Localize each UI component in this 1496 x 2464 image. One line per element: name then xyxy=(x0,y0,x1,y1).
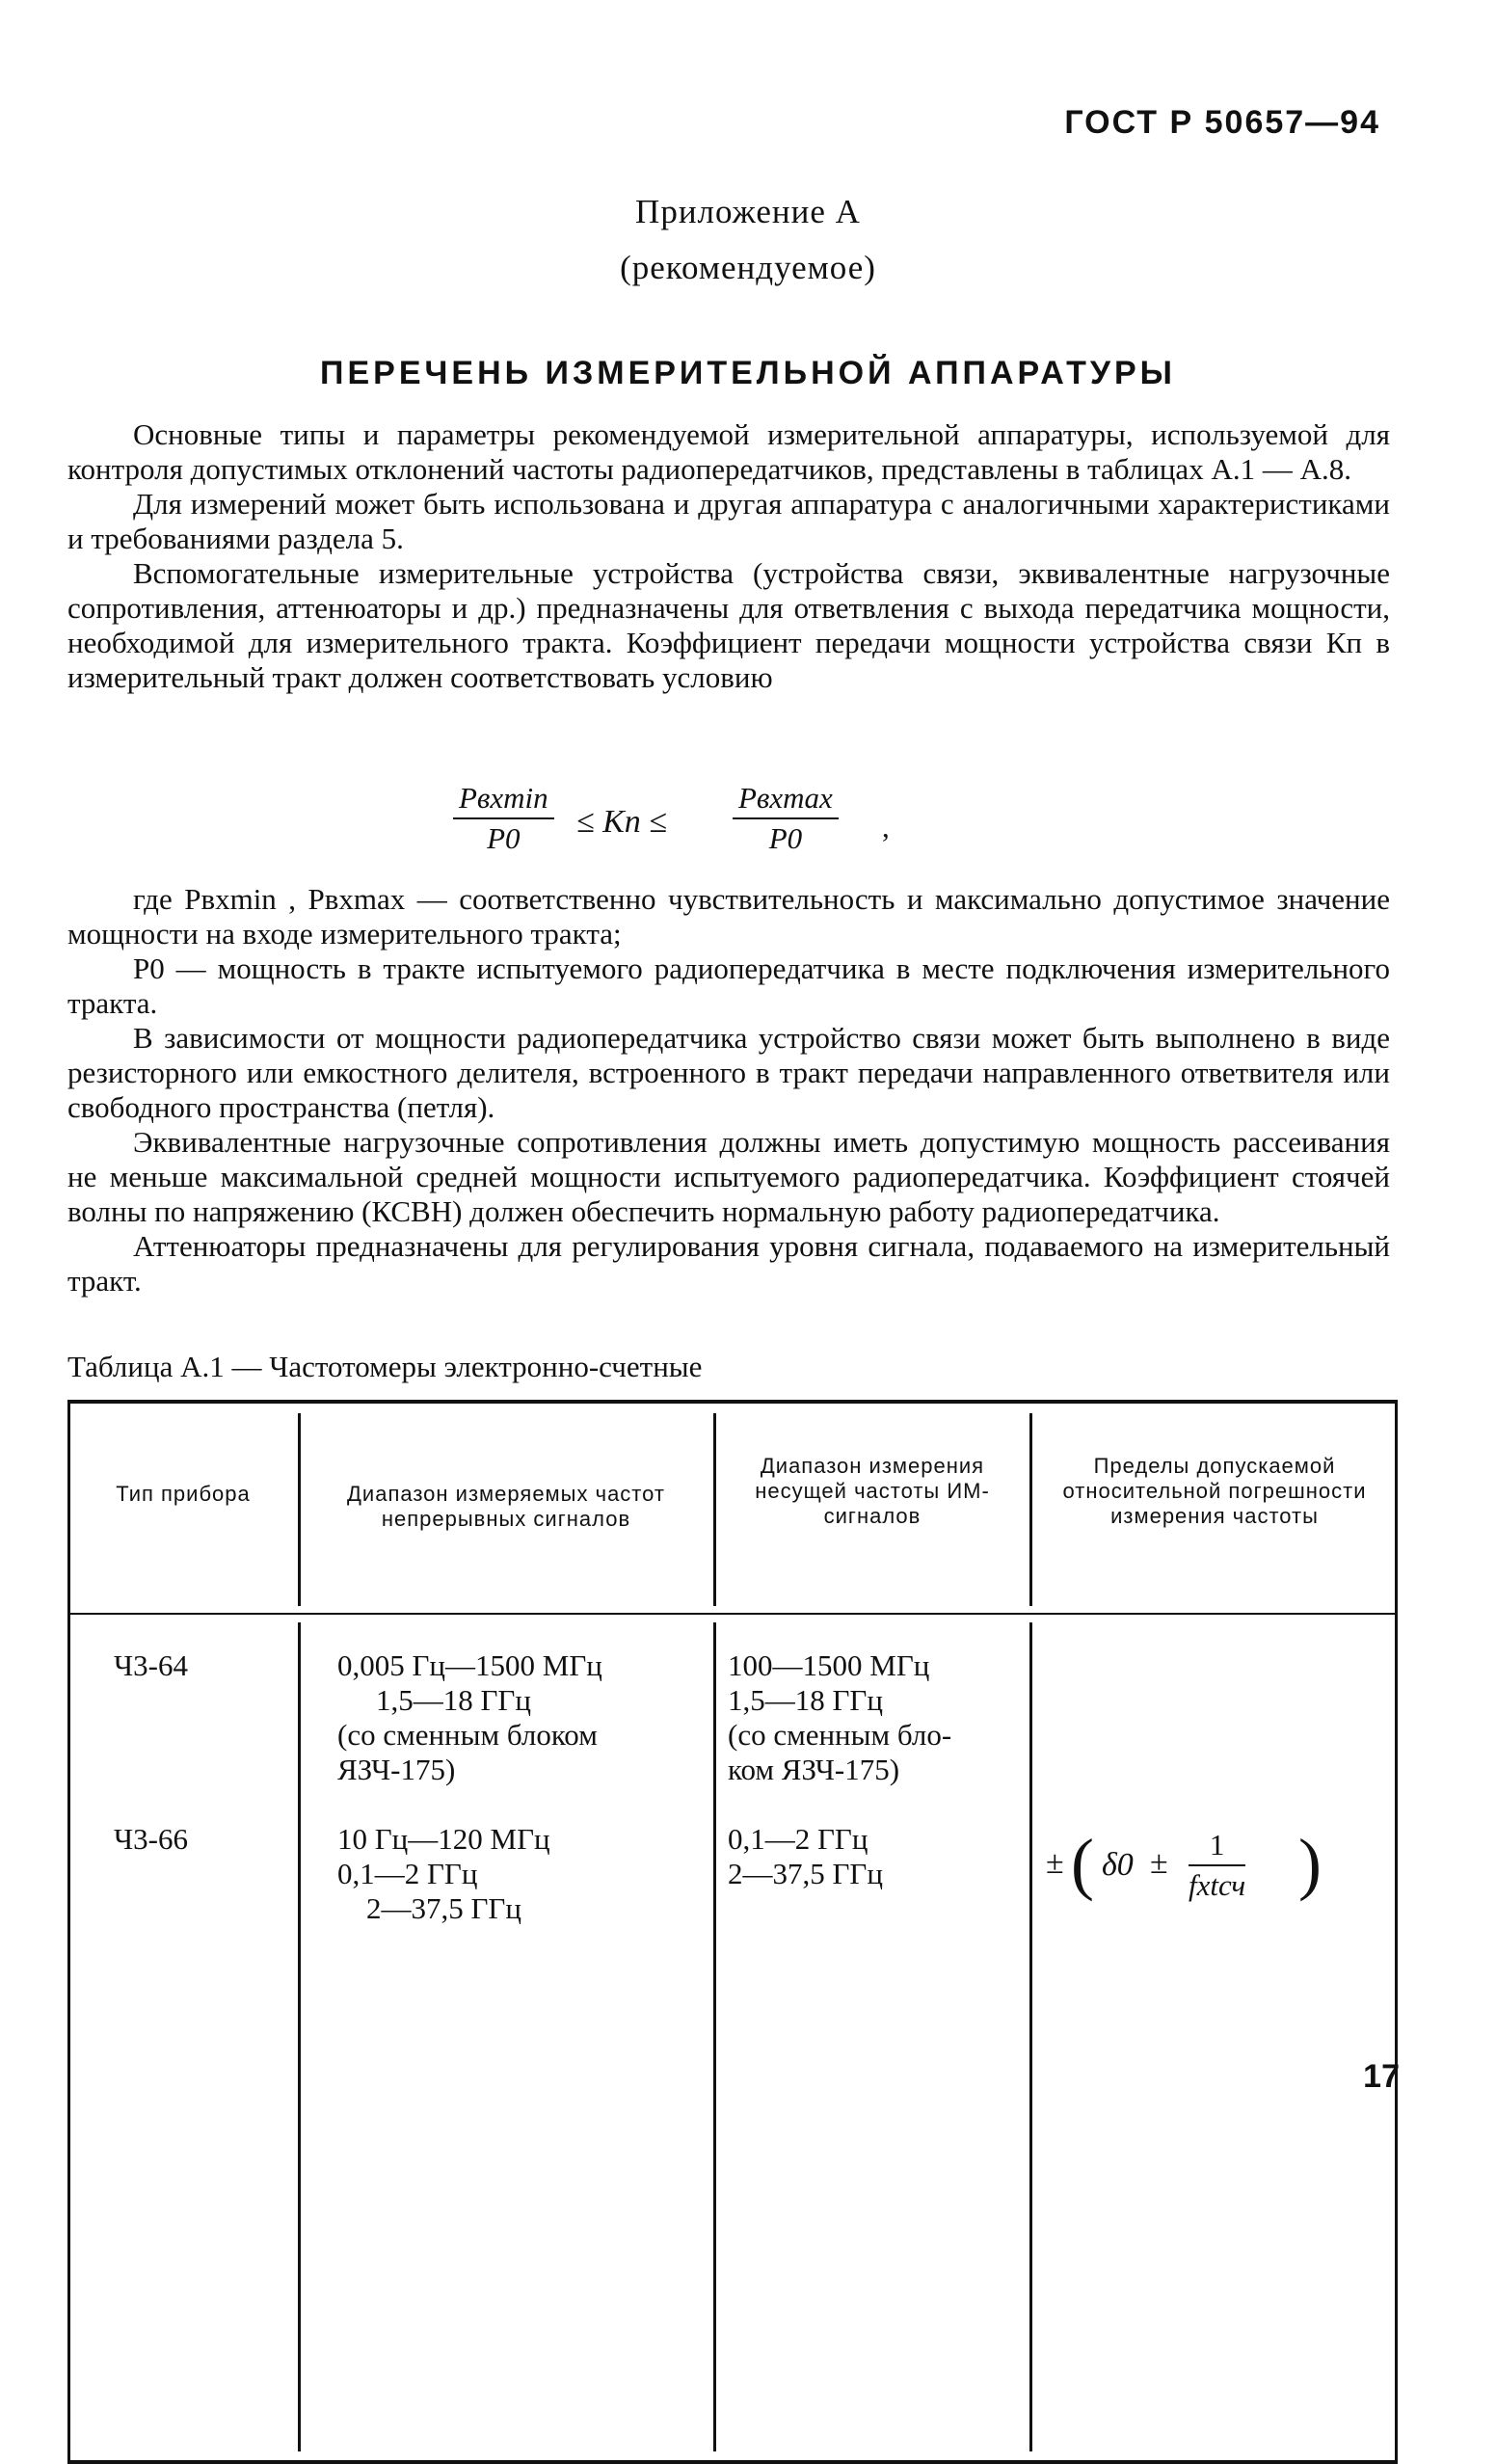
cell-line: 2—37,5 ГГц xyxy=(366,1891,521,1925)
table-right-border xyxy=(1395,1404,1398,2460)
paragraph: В зависимости от мощности радиопередатчика устройство связи может быть выполнено в виде резисторного или емкостного делителя, встроенного в тракт передачи направленного ответвителя или свободного пространства (петля). xyxy=(67,1021,1390,1124)
page-number: 17 xyxy=(1363,2058,1400,2095)
column-divider xyxy=(1029,1622,1032,2451)
table-caption: Таблица А.1 — Частотомеры электронно-счетные xyxy=(67,1350,703,1383)
paragraph: Аттенюаторы предназначены для регулирования уровня сигнала, подаваемого на измерительный тракт. xyxy=(67,1229,1390,1298)
cell-line: 0,005 Гц—1500 МГц xyxy=(337,1648,602,1682)
cell-line: 2—37,5 ГГц xyxy=(728,1857,883,1890)
column-divider xyxy=(1029,1413,1032,1606)
fraction-min xyxy=(453,781,554,856)
left-paren-icon: ( xyxy=(1071,1825,1094,1902)
column-divider xyxy=(713,1622,716,2451)
fraction-max xyxy=(733,781,839,856)
device-type: Ч3-66 xyxy=(114,1822,188,1856)
cw-range-cell xyxy=(337,1822,704,1926)
document-code: ГОСТ Р 50657—94 xyxy=(1064,104,1380,141)
column-header-im-range: Диапазон измерения несущей частоты ИМ-сигналов xyxy=(755,1454,990,1528)
cell-line: ЯЗЧ-175) xyxy=(337,1753,456,1786)
column-divider xyxy=(713,1413,716,1606)
page-title: ПЕРЕЧЕНЬ ИЗМЕРИТЕЛЬНОЙ АППАРАТУРЫ xyxy=(320,355,1176,391)
appendix-label: Приложение А xyxy=(635,193,861,230)
cell-line: 1,5—18 ГГц xyxy=(728,1683,883,1717)
table-top-rule xyxy=(67,1400,1398,1404)
cell-line: (со сменным блоком xyxy=(337,1718,598,1752)
accuracy-formula xyxy=(1046,1822,1388,1909)
table-left-border xyxy=(67,1404,70,2460)
body-text xyxy=(67,882,1390,1299)
cell-line: 1,5—18 ГГц xyxy=(376,1683,531,1717)
table-bottom-rule xyxy=(67,2460,1398,2464)
cell-line: (со сменным бло- xyxy=(728,1718,952,1752)
paragraph: Эквивалентные нагрузочные сопротивления должны иметь допустимую мощность рассеивания не меньше максимальной средней мощности испытуемого радиопередатчика. Коэффициент стоячей волны по напряжению (КСВН) должен обеспечить нормальную работу радиопередатчика. xyxy=(67,1125,1390,1228)
device-type: Ч3-64 xyxy=(114,1648,188,1682)
paragraph: Вспомогательные измерительные устройства (устройства связи, эквивалентные нагрузочные сопротивления, аттенюаторы и др.) предназначены для ответвления с выхода передатчика мощности, необходимой для измерительного тракта. Коэффициент передачи мощности устройства связи Кп в измерительный тракт должен соответствовать условию xyxy=(67,556,1390,694)
paragraph: где Pвхmin , Pвхmax — соответственно чувствительность и максимально допустимое значение мощности на входе измерительного тракта; xyxy=(67,882,1390,951)
paragraph: Для измерений может быть использована и другая аппаратура с аналогичными характеристиками и требованиями раздела 5. xyxy=(67,487,1390,555)
formula-comma: , xyxy=(882,810,890,844)
right-paren-icon: ) xyxy=(1298,1825,1322,1902)
denominator-min: P0 xyxy=(487,821,521,855)
accuracy-prefix: ± xyxy=(1046,1845,1064,1881)
numerator-min: Pвхmin xyxy=(453,781,554,819)
paragraph: P0 — мощность в тракте испытуемого радиопередатчика в месте подключения измерительного тракта. xyxy=(67,951,1390,1020)
appendix-status: (рекомендуемое) xyxy=(620,249,876,286)
im-range-cell xyxy=(728,1822,1017,1891)
accuracy-numerator: 1 xyxy=(1189,1828,1245,1866)
column-header-accuracy: Пределы допускаемой относительной погрешности измерения частоты xyxy=(1062,1454,1367,1528)
column-header-type: Тип прибора xyxy=(116,1482,251,1506)
im-range-cell xyxy=(728,1648,1017,1787)
denominator-max: P0 xyxy=(768,821,803,855)
accuracy-fraction xyxy=(1189,1828,1245,1903)
column-header-cw-range: Диапазон измеряемых частот непрерывных сигналов xyxy=(347,1482,665,1531)
column-divider xyxy=(298,1622,301,2451)
coupling-formula xyxy=(453,781,954,868)
paragraph: Основные типы и параметры рекомендуемой измерительной аппаратуры, используемой для контроля допустимых отклонений частоты радиопередатчиков, представлены в таблицах А.1 — А.8. xyxy=(67,417,1390,486)
inequality: ≤ Кп ≤ xyxy=(576,804,667,840)
cw-range-cell xyxy=(337,1648,704,1787)
accuracy-denominator: fxtсч xyxy=(1189,1868,1246,1902)
cell-line: 0,1—2 ГГц xyxy=(337,1857,478,1890)
cell-line: 10 Гц—120 МГц xyxy=(337,1822,550,1856)
column-divider xyxy=(298,1413,301,1606)
cell-line: 100—1500 МГц xyxy=(728,1648,930,1682)
numerator-max: Pвхmax xyxy=(733,781,839,819)
intro-text xyxy=(67,417,1390,695)
header-separator xyxy=(67,1613,1398,1615)
cell-line: ком ЯЗЧ-175) xyxy=(728,1753,900,1786)
accuracy-pm: ± xyxy=(1150,1845,1168,1881)
cell-line: 0,1—2 ГГц xyxy=(728,1822,868,1856)
accuracy-delta: δ0 xyxy=(1102,1847,1134,1883)
